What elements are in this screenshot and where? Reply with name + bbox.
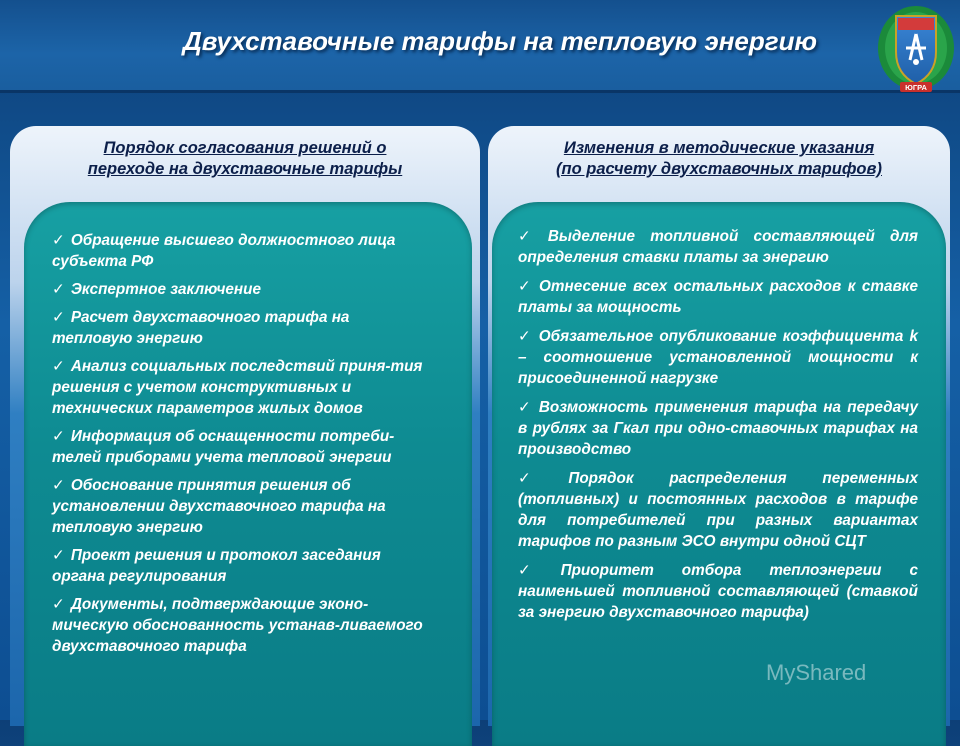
checkmark-icon: ✓ <box>52 281 65 298</box>
checkmark-icon: ✓ <box>52 596 65 613</box>
checkmark-icon: ✓ <box>518 278 534 295</box>
list-item: ✓ Проект решения и протокол заседания органа регулирования <box>52 547 381 585</box>
checkmark-icon: ✓ <box>52 477 65 494</box>
list-item: ✓ Приоритет отбора теплоэнергии с наименьшей топливной составляющей (ставкой за энергию двухставочного тарифа) <box>518 562 918 621</box>
list-item: ✓ Информация об оснащенности потреби-телей приборами учета тепловой энергии <box>52 428 395 466</box>
list-item: ✓ Обоснование принятия решения об установлении двухставочного тарифа на тепловую энергию <box>52 477 386 536</box>
right-heading-line2: (по расчету двухставочных тарифов) <box>556 160 882 178</box>
left-checklist <box>52 230 432 664</box>
checkmark-icon: ✓ <box>518 399 533 416</box>
right-heading-line1: Изменения в методические указания <box>563 139 875 157</box>
left-panel-heading <box>10 138 480 180</box>
left-heading-line2: переходе на двухставочные тарифы <box>87 160 403 178</box>
list-item: ✓ Обращение высшего должностного лица субъекта РФ <box>52 232 396 270</box>
methodology-changes-panel <box>488 126 950 726</box>
left-heading-line1: Порядок согласования решений о <box>103 139 387 157</box>
checkmark-icon: ✓ <box>52 232 65 249</box>
checkmark-icon: ✓ <box>52 428 65 445</box>
approval-procedure-panel <box>10 126 480 726</box>
emblem-label: ЮГРА <box>905 83 927 92</box>
list-item: ✓ Экспертное заключение <box>52 281 261 298</box>
right-panel-heading <box>488 138 950 180</box>
checkmark-icon: ✓ <box>518 562 555 579</box>
checkmark-icon: ✓ <box>518 328 533 345</box>
checkmark-icon: ✓ <box>52 309 65 326</box>
watermark: MyShared <box>766 660 867 685</box>
list-item: ✓ Отнесение всех остальных расходов к ставке платы за мощность <box>518 278 918 316</box>
checkmark-icon: ✓ <box>52 547 65 564</box>
checkmark-icon: ✓ <box>518 228 542 245</box>
coat-of-arms-emblem <box>874 4 958 96</box>
list-item: ✓ Анализ социальных последствий приня-тия решения с учетом конструктивных и технических параметров жилых домов <box>52 358 423 417</box>
checkmark-icon: ✓ <box>518 470 563 487</box>
list-item: ✓ Порядок распределения переменных (топливных) и постоянных расходов в тарифе для потребителей при разных вариантах тарифов по разным ЭСО внутри одной СЦТ <box>518 470 918 550</box>
checkmark-icon: ✓ <box>52 358 65 375</box>
list-item: ✓ Выделение топливной составляющей для определения ставки платы за энергию <box>518 228 919 266</box>
slide-title: Двухставочные тарифы на тепловую энергию <box>182 26 818 56</box>
right-checklist <box>518 226 918 631</box>
list-item: ✓ Документы, подтверждающие эконо-мическую обоснованность устанав-ливаемого двухставочного тарифа <box>52 596 423 655</box>
list-item: ✓ Возможность применения тарифа на передачу в рублях за Гкал при одно-ставочных тарифах на производство <box>518 399 918 458</box>
list-item: ✓ Расчет двухставочного тарифа на тепловую энергию <box>52 309 350 347</box>
list-item: ✓ Обязательное опубликование коэффициента k – соотношение установленной мощности к присоединенной нагрузке <box>518 328 918 387</box>
